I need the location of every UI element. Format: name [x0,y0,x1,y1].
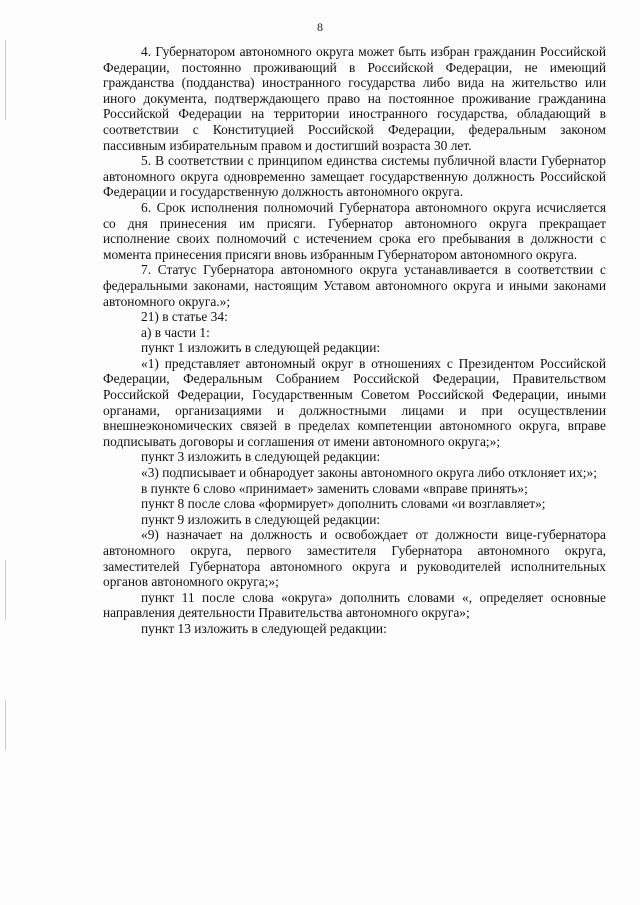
paragraph-item-1-intro: пункт 1 изложить в следующей редакции: [141,340,381,356]
paragraph-item-8: пункт 8 после слова «формирует» дополнить словами «и возглавляет»; [141,496,546,512]
paragraph-item-9-text: «9) назначает на должность и освобождает от должности вице-губернатора автономного округа, первого заместителя Губернатора автономного округа, заместителей Губернатора автономного округа и руководителей исполнительных органов автономного округа;»; [103,527,606,590]
page-number: 8 [317,20,323,34]
paragraph-clause-6: 6. Срок исполнения полномочий Губернатора автономного округа исчисляется со дня принесения им присяги. Губернатор автономного округа прекращает исполнение своих полномочий с истечением срока его пребывания в должности с момента принесения присяги вновь избранным Губернатором автономного округа. [103,199,606,262]
paragraph-article-34: 21) в статье 34: [141,309,228,325]
paragraph-item-6: в пункте 6 слово «принимает» заменить словами «вправе принять»; [141,480,528,496]
paragraph-item-13-intro: пункт 13 изложить в следующей редакции: [141,620,387,636]
paragraph-item-1-text: «1) представляет автономный округ в отношениях с Президентом Российской Федерации, Федеральным Собранием Российской Федерации, Правительством Российской Федерации, Государственным Советом Российской Федерации, иными органами, организациями и должностными лицами и при осуществлении внешнеэкономических связей в пределах компетенции автономного округа, вправе подписывать договоры и соглашения от имени автономного округа;»; [103,355,606,449]
document-body [103,44,606,637]
paragraph-item-9-intro: пункт 9 изложить в следующей редакции: [141,511,381,527]
paragraph-part-1: а) в части 1: [141,324,210,340]
paragraph-clause-7: 7. Статус Губернатора автономного округа устанавливается в соответствии с федеральными законами, настоящим Уставом автономного округа и иными законами автономного округа.»; [103,262,606,309]
paragraph-item-3-text: «3) подписывает и обнародует законы автономного округа либо отклоняет их;»; [141,465,597,481]
scan-edge-mark [5,40,6,120]
paragraph-clause-5: 5. В соответствии с принципом единства системы публичной власти Губернатор автономного округа одновременно замещает государственную должность Российской Федерации и государственную должность автономного округа. [103,153,606,200]
paragraph-item-3-intro: пункт 3 изложить в следующей редакции: [141,449,381,465]
scan-edge-mark [5,700,6,750]
paragraph-item-11: пункт 11 после слова «округа» дополнить словами «, определяет основные направления деятельности Правительства автономного округа»; [103,589,606,621]
scan-edge-mark [5,560,6,620]
paragraph-clause-4: 4. Губернатором автономного округа может быть избран гражданин Российской Федерации, постоянно проживающий в Российской Федерации, не имеющий гражданства (подданства) иностранного государства либо вида на жительство или иного документа, подтверждающего право на постоянное проживание гражданина Российской Федерации на территории иностранного государства, обладающий в соответствии с Конституцией Российской Федерации, федеральным законом пассивным избирательным правом и достигший возраста 30 лет. [103,44,606,153]
